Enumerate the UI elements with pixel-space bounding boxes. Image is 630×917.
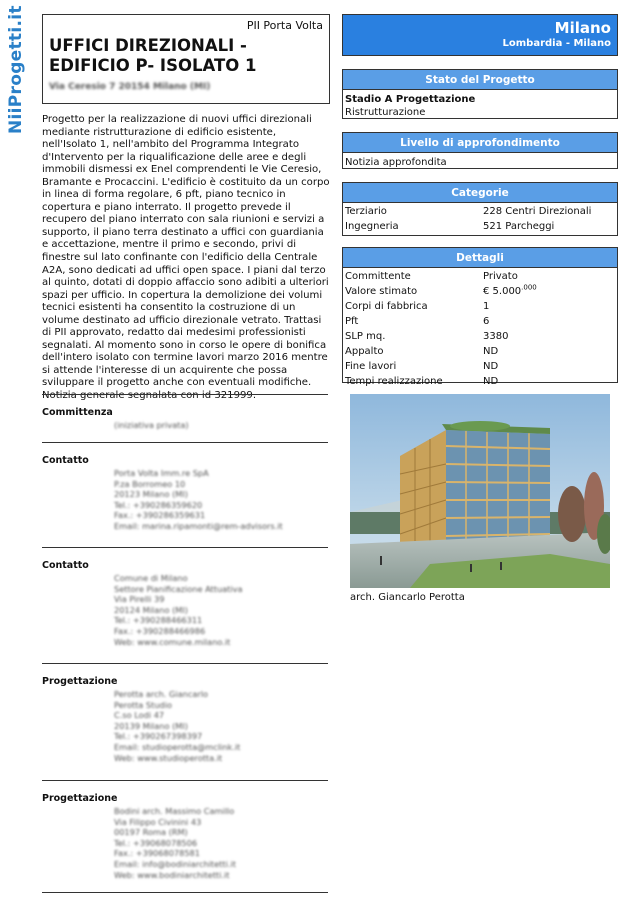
section-label: Progettazione (42, 793, 118, 804)
panel-heading: Livello di approfondimento (343, 133, 617, 153)
section-label: Committenza (42, 407, 113, 418)
section-label: Progettazione (42, 676, 118, 687)
title-line-1: UFFICI DIREZIONALI - (49, 36, 247, 55)
table-row: Ingegneria 521 Parcheggi (345, 221, 555, 232)
categorie-table (343, 204, 617, 234)
region-name: Lombardia - Milano (502, 38, 611, 49)
estimated-value: € $5.000^{.000}$ (483, 283, 537, 297)
title-line-2: EDIFICIO P- ISOLATO 1 (49, 56, 257, 75)
project-render-image[interactable] (350, 394, 610, 588)
project-title-box (42, 14, 330, 104)
panel-dettagli (342, 247, 618, 387)
project-type: Ristrutturazione (345, 107, 426, 118)
project-tag: PII Porta Volta (246, 19, 323, 32)
section-lines: Comune di Milano Settore Pianificazione Attuativa Via Pirelli 39 20124 Milano (MI) Tel.: +390288466311 Fax.: +390288466986 Web: www.comune.milano.it (114, 573, 243, 647)
panel-stato (342, 69, 618, 119)
section-lines: Bodini arch. Massimo Camillo Via Filippo Civinini 43 00197 Roma (RM) Tel.: +39068078506 Fax.: +39068078581 Email: info@bodiniarchitetti.it Web: www.bodiniarchitetti.it (114, 806, 236, 880)
panel-categorie (342, 182, 618, 236)
section-lines: Porta Volta Imm.re SpA P.za Borromeo 10 20123 Milano (MI) Tel.: +390286359620 Fax.: +390286359631 Email: marina.ripamonti@rem-advisors.it (114, 468, 283, 531)
table-row: Pft 6 (345, 316, 490, 327)
bottom-divider (42, 892, 328, 893)
section-label: Contatto (42, 455, 89, 466)
panel-heading: Stato del Progetto (343, 70, 617, 90)
section-progettazione-2 (42, 780, 328, 880)
table-row: Valore stimato € $5.000^{.000}$ (343, 284, 617, 299)
table-row: Appalto ND (345, 346, 499, 357)
project-title (49, 36, 323, 76)
section-contatto-2 (42, 547, 328, 647)
site-logo[interactable] (0, 5, 32, 134)
project-description: Progetto per la realizzazione di nuovi uffici direzionali mediante ristrutturazione di edificio esistente, nell'Isolato 1, nell'ambito del Programma Integrato d'Intervento per la riqualificazione delle aree e degli immobili dismessi ex Enel comprendenti le Vie Ceresio, Bramante e Procaccini. L'edificio è costituito da un corpo in linea di forma regolare, 6 pft, piano tecnico in copertura e piano interrato. Il progetto prevede il recupero del piano interrato con sala riunioni e servizi a supporto, il piano terra destinato a uffici con guardiania e accettazione, mentre il primo e secondo, privi di finestre sul lato confinante con l'edificio della Centrale A2A, sono dedicati ad uffici open space. I piani dal terzo al quinto, dotati di doppio affaccio sono adibiti a ulteriori spazi per ufficio. In copertura la demolizione dei volumi tecnici esistenti ha consentito la costruzione di un volume destinato ad ufficio direzionale vetrato. Trattasi di PII approvato, redatto dai medesimi professionisti segnalati. Al momento sono in corso le opere di bonifica dell'intero isolato con termine lavori marzo 2016 mentre si attende l'interesse di un acquirente che possa sviluppare il progetto anche con eventuali modifiche. Notizia generale segnalata con id 321999. (42, 114, 330, 402)
livello-value: Notizia approfondita (345, 157, 447, 168)
project-address: Via Ceresio 7 20154 Milano (MI) (49, 82, 211, 92)
table-row: Committente Privato (345, 271, 518, 282)
table-row: Corpi di fabbrica 1 (345, 301, 490, 312)
panel-heading: Categorie (343, 183, 617, 203)
logo-text: NiiProgetti.it (6, 5, 26, 134)
project-phase: Stadio A Progettazione (345, 94, 476, 105)
city-name: Milano (554, 19, 611, 37)
table-row: SLP mq. 3380 (345, 331, 509, 342)
section-contatto-1 (42, 442, 328, 532)
section-committenza (42, 394, 328, 431)
section-lines: (iniziativa privata) (114, 420, 189, 430)
panel-livello (342, 132, 618, 169)
table-row: Fine lavori ND (345, 361, 499, 372)
location-box (342, 14, 618, 56)
image-caption: arch. Giancarlo Perotta (350, 592, 465, 603)
section-progettazione-1 (42, 663, 328, 763)
dettagli-table (343, 269, 617, 389)
section-lines: Perotta arch. Giancarlo Perotta Studio C.so Lodi 47 20139 Milano (MI) Tel.: +390267398397 Email: studioperotta@mclink.it Web: www.studioperotta.it (114, 689, 241, 763)
section-label: Contatto (42, 560, 89, 571)
table-row: Terziario 228 Centri Direzionali (345, 206, 592, 217)
table-row: Tempi realizzazione ND (345, 376, 499, 387)
panel-heading: Dettagli (343, 248, 617, 268)
